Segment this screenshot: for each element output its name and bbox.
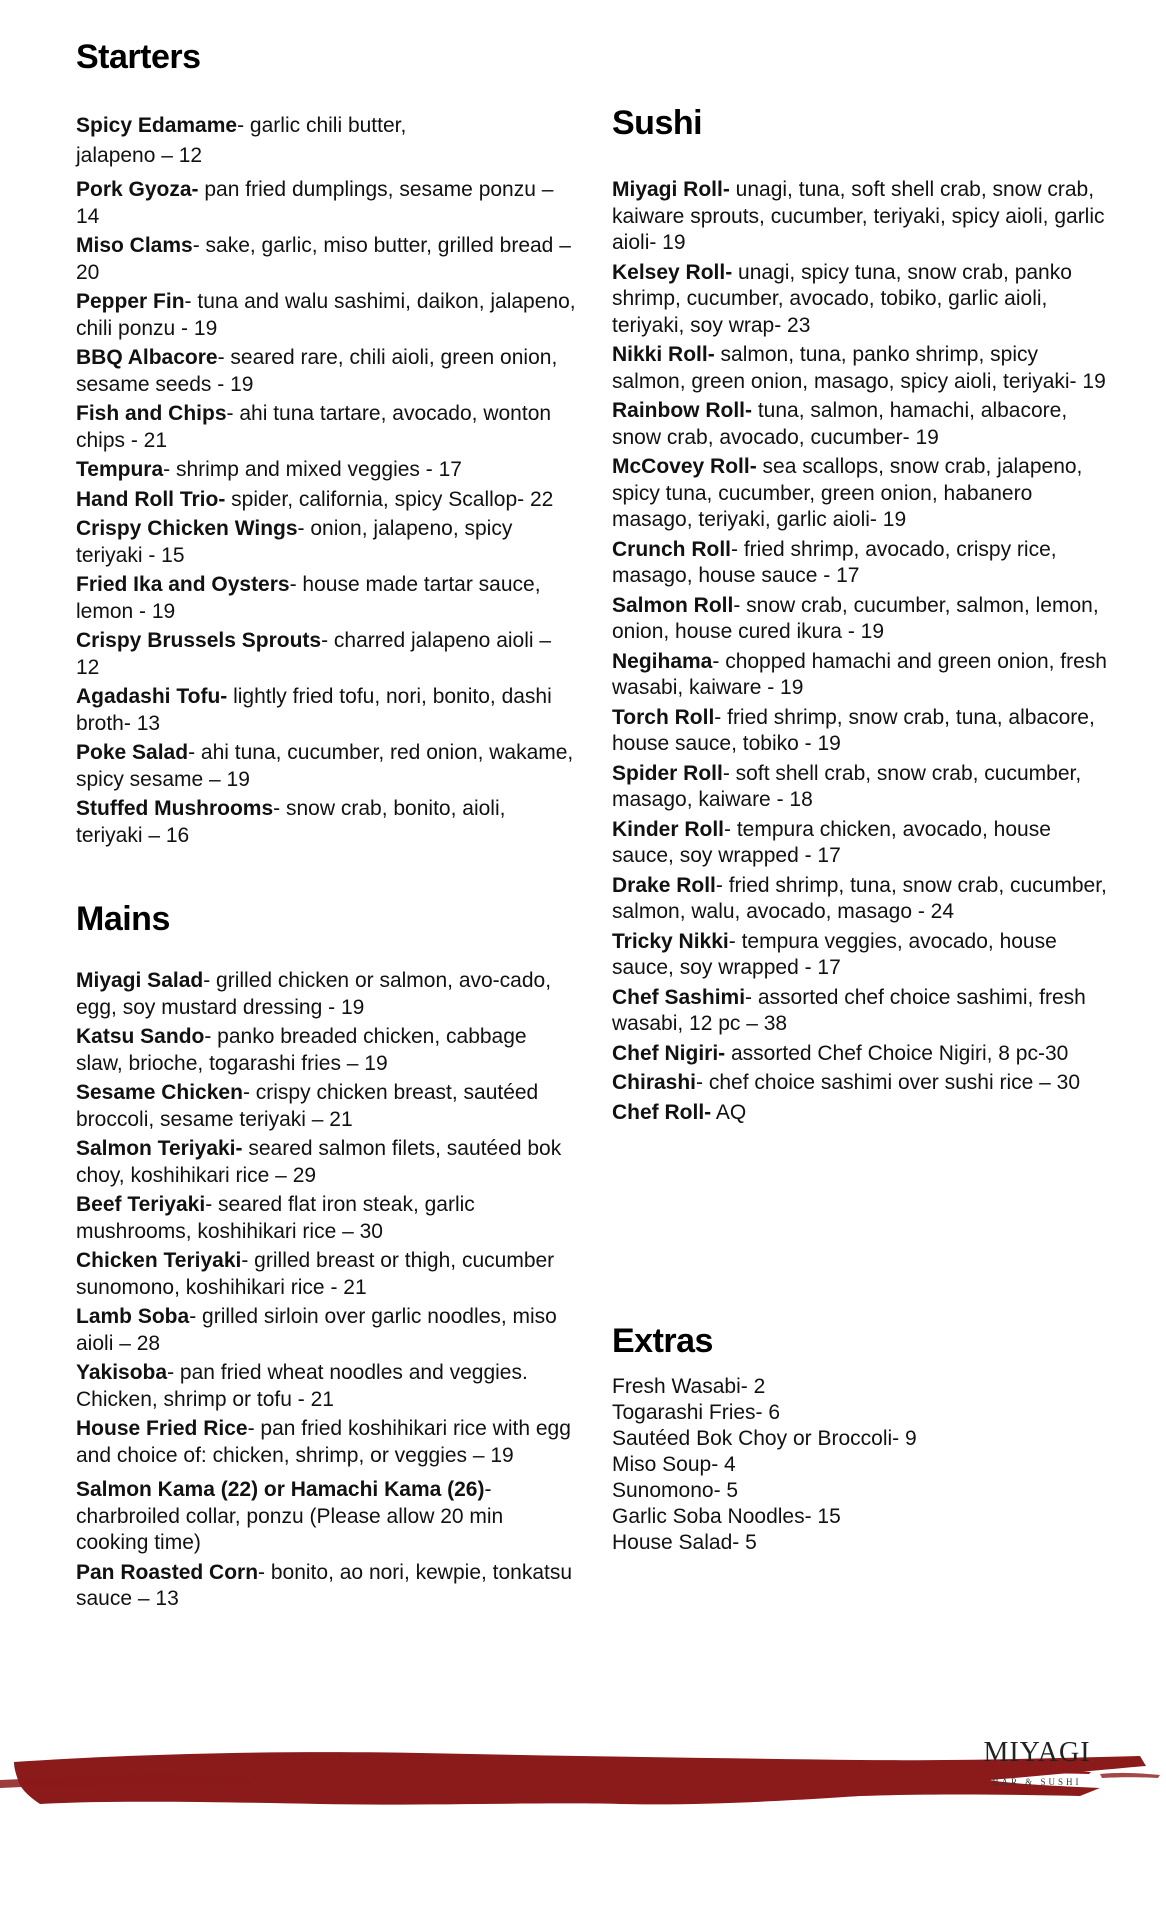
menu-item xyxy=(76,345,576,398)
item-desc: lightly fried tofu, nori, bonito, dashi broth- 13 xyxy=(76,685,552,735)
menu-item xyxy=(76,1560,576,1613)
extras-item: Sunomono- 5 xyxy=(612,1479,739,1502)
menu-item xyxy=(76,1477,576,1557)
menu-item xyxy=(612,260,1112,340)
item-desc: - tempura chicken, avocado, house sauce, soy wrapped - 17 xyxy=(612,817,1051,867)
item-name: Pork Gyoza- xyxy=(76,178,199,201)
logo-underline-icon xyxy=(981,1769,1093,1775)
item-name: Yakisoba xyxy=(76,1361,168,1384)
item-name: Tempura xyxy=(76,458,164,481)
item-desc: - seared flat iron steak, garlic mushrooms, koshihikari rice – 30 xyxy=(76,1193,475,1243)
item-desc: AQ xyxy=(711,1100,747,1124)
menu-item xyxy=(612,342,1112,395)
menu-item xyxy=(76,1024,576,1077)
item-desc: - grilled chicken or salmon, avo-cado, egg, soy mustard dressing - 19 xyxy=(76,969,552,1019)
menu-item xyxy=(76,1136,576,1189)
extras-item: Garlic Soba Noodles- 15 xyxy=(612,1505,841,1528)
item-name: Pan Roasted Corn xyxy=(76,1560,259,1584)
item-name: Stuffed Mushrooms xyxy=(76,797,274,820)
mains-list xyxy=(76,968,576,1616)
menu-item xyxy=(76,740,576,793)
menu-item xyxy=(612,454,1112,534)
item-name: Chef Nigiri- xyxy=(612,1041,726,1065)
item-desc: - bonito, ao nori, kewpie, tonkatsu sauce – 13 xyxy=(76,1560,573,1610)
item-desc: - onion, jalapeno, spicy teriyaki - 15 xyxy=(76,517,513,567)
item-name: McCovey Roll- xyxy=(612,455,757,478)
menu-item xyxy=(612,398,1112,451)
item-name: Crispy Brussels Sprouts xyxy=(76,629,322,652)
item-desc: unagi, tuna, soft shell crab, snow crab, kaiware sprouts, cucumber, teriyaki, spicy aioli, garlic aioli- 19 xyxy=(612,178,1105,254)
menu-item xyxy=(612,929,1112,982)
item-desc: - fried shrimp, snow crab, tuna, albacore, house sauce, tobiko - 19 xyxy=(612,705,1095,755)
item-name: Drake Roll xyxy=(612,873,716,897)
menu-item xyxy=(76,1080,576,1133)
extras-item: Togarashi Fries- 6 xyxy=(612,1401,781,1424)
item-name: Salmon Teriyaki- xyxy=(76,1137,243,1160)
menu-item xyxy=(76,487,576,514)
item-desc: spider, california, spicy Scallop- 22 xyxy=(225,487,554,511)
item-desc: - garlic chili butter, xyxy=(237,114,407,137)
item-name: Pepper Fin xyxy=(76,290,185,313)
item-desc: - grilled breast or thigh, cucumber sunomono, koshihikari rice - 21 xyxy=(76,1249,555,1299)
item-desc: - crispy chicken breast, sautéed broccoli, sesame teriyaki – 21 xyxy=(76,1081,539,1131)
extras-item: Sautéed Bok Choy or Broccoli- 9 xyxy=(612,1427,917,1450)
menu-item xyxy=(76,401,576,454)
menu-item xyxy=(612,537,1112,590)
item-desc: pan fried dumplings, sesame ponzu – 14 xyxy=(76,178,554,228)
item-desc: jalapeno – 12 xyxy=(76,143,203,167)
menu-item xyxy=(76,684,576,737)
item-name: Spicy Edamame xyxy=(76,114,238,137)
item-name: Chirashi xyxy=(612,1071,697,1094)
item-desc: - soft shell crab, snow crab, cucumber, masago, kaiware - 18 xyxy=(612,761,1082,811)
extras-item: Fresh Wasabi- 2 xyxy=(612,1375,766,1398)
item-desc: - sake, garlic, miso butter, grilled bread – 20 xyxy=(76,234,571,284)
item-desc: - fried shrimp, avocado, crispy rice, masago, house sauce - 17 xyxy=(612,537,1057,587)
item-desc: - tempura veggies, avocado, house sauce, soy wrapped - 17 xyxy=(612,929,1057,979)
menu-item xyxy=(76,177,576,230)
menu-item xyxy=(612,705,1112,758)
item-desc: seared salmon filets, sautéed bok choy, koshihikari rice – 29 xyxy=(76,1137,562,1187)
item-name: Salmon Roll xyxy=(612,593,734,617)
item-name: Miyagi Salad xyxy=(76,969,204,992)
menu-item xyxy=(76,968,576,1021)
extras-item: Miso Soup- 4 xyxy=(612,1453,736,1476)
menu-item xyxy=(612,985,1112,1038)
item-name: Beef Teriyaki xyxy=(76,1193,206,1216)
menu-item xyxy=(76,457,576,484)
menu-item xyxy=(612,1100,1112,1127)
item-name: Sesame Chicken xyxy=(76,1081,243,1104)
item-name: Crunch Roll xyxy=(612,537,731,561)
extras-item: House Salad- 5 xyxy=(612,1531,757,1554)
menu-item xyxy=(76,1192,576,1245)
item-desc: - assorted chef choice sashimi, fresh wasabi, 12 pc – 38 xyxy=(612,985,1086,1035)
menu-item xyxy=(76,289,576,342)
menu-item xyxy=(612,817,1112,870)
item-name: Chef Roll- xyxy=(612,1100,712,1124)
menu-item xyxy=(76,233,576,286)
item-name: Miso Clams xyxy=(76,234,193,257)
item-desc: - panko breaded chicken, cabbage slaw, brioche, togarashi fries – 19 xyxy=(76,1025,527,1075)
logo-tagline: BAR & SUSHI xyxy=(992,1777,1082,1787)
item-name: Torch Roll xyxy=(612,705,715,729)
menu-item xyxy=(76,628,576,681)
menu-item xyxy=(76,1248,576,1301)
item-name: Kelsey Roll- xyxy=(612,260,733,284)
item-name: Negihama xyxy=(612,649,713,673)
item-desc: sea scallops, snow crab, jalapeno, spicy tuna, cucumber, green onion, habanero masago, teriyaki, garlic aioli- 19 xyxy=(612,455,1083,531)
menu-item xyxy=(76,143,576,170)
item-desc: - ahi tuna tartare, avocado, wonton chips - 21 xyxy=(76,402,552,452)
starters-list xyxy=(76,113,576,852)
item-desc: assorted Chef Choice Nigiri, 8 pc-30 xyxy=(725,1041,1069,1065)
menu-item xyxy=(76,1416,576,1469)
menu-item xyxy=(612,1070,1112,1097)
brush-speck xyxy=(1100,1773,1160,1778)
menu-item xyxy=(76,516,576,569)
extras-heading: Extras xyxy=(612,1322,713,1360)
sushi-list xyxy=(612,177,1112,1129)
mains-heading: Mains xyxy=(76,900,170,938)
menu-item xyxy=(612,1041,1112,1068)
item-name: Salmon Kama (22) or Hamachi Kama (26) xyxy=(76,1478,485,1501)
item-name: Chicken Teriyaki xyxy=(76,1249,242,1272)
item-desc: - pan fried wheat noodles and veggies. Chicken, shrimp or tofu - 21 xyxy=(76,1361,528,1411)
item-name: Hand Roll Trio- xyxy=(76,487,226,511)
item-name: Lamb Soba xyxy=(76,1305,190,1328)
item-desc: - shrimp and mixed veggies - 17 xyxy=(163,458,462,481)
item-desc: - charred jalapeno aioli – 12 xyxy=(76,629,552,679)
item-desc: - snow crab, bonito, aioli, teriyaki – 16 xyxy=(76,797,506,847)
menu-item xyxy=(612,177,1112,257)
item-desc: unagi, spicy tuna, snow crab, panko shrimp, cucumber, avocado, tobiko, garlic aioli, teriyaki, soy wrap- 23 xyxy=(612,260,1072,337)
menu-item xyxy=(76,1304,576,1357)
item-name: Rainbow Roll- xyxy=(612,399,752,422)
item-name: Katsu Sando xyxy=(76,1025,205,1048)
item-desc: - pan fried koshihikari rice with egg and choice of: chicken, shrimp, or veggies – 19 xyxy=(76,1417,571,1467)
logo-name: MIYAGI xyxy=(983,1737,1091,1768)
extras-list xyxy=(612,1374,1112,1556)
item-desc: - chopped hamachi and green onion, fresh wasabi, kaiware - 19 xyxy=(612,649,1107,699)
item-desc: - charbroiled collar, ponzu (Please allow 20 min cooking time) xyxy=(76,1478,504,1554)
menu-item xyxy=(76,572,576,625)
item-desc: tuna, salmon, hamachi, albacore, snow crab, avocado, cucumber- 19 xyxy=(612,399,1068,449)
menu-item xyxy=(76,796,576,849)
item-desc: - tuna and walu sashimi, daikon, jalapeno, chili ponzu - 19 xyxy=(76,290,576,340)
miyagi-logo xyxy=(978,1738,1096,1787)
item-name: Agadashi Tofu- xyxy=(76,685,228,708)
menu-item xyxy=(76,113,576,140)
menu-item xyxy=(76,1360,576,1413)
item-desc: - seared rare, chili aioli, green onion, sesame seeds - 19 xyxy=(76,346,558,396)
item-name: Poke Salad xyxy=(76,741,189,764)
item-name: Miyagi Roll- xyxy=(612,178,730,201)
menu-item xyxy=(612,649,1112,702)
item-desc: - fried shrimp, tuna, snow crab, cucumber, salmon, walu, avocado, masago - 24 xyxy=(612,873,1107,923)
item-name: Tricky Nikki xyxy=(612,929,729,953)
item-name: House Fried Rice xyxy=(76,1417,248,1440)
menu-item xyxy=(612,761,1112,814)
item-desc: - ahi tuna, cucumber, red onion, wakame, spicy sesame – 19 xyxy=(76,741,574,791)
item-name: Crispy Chicken Wings xyxy=(76,517,298,540)
item-name: BBQ Albacore xyxy=(76,346,218,369)
sushi-heading: Sushi xyxy=(612,104,703,142)
item-desc: - snow crab, cucumber, salmon, lemon, onion, house cured ikura - 19 xyxy=(612,593,1099,643)
item-name: Nikki Roll- xyxy=(612,343,715,366)
item-desc: salmon, tuna, panko shrimp, spicy salmon, green onion, masago, spicy aioli, teriyaki- 19 xyxy=(612,343,1106,393)
starters-heading: Starters xyxy=(76,38,201,76)
item-name: Fried Ika and Oysters xyxy=(76,573,290,596)
item-name: Kinder Roll xyxy=(612,817,725,841)
menu-item xyxy=(612,873,1112,926)
menu-item xyxy=(612,593,1112,646)
item-name: Chef Sashimi xyxy=(612,985,746,1009)
item-desc: - chef choice sashimi over sushi rice – 30 xyxy=(696,1071,1081,1094)
item-desc: - grilled sirloin over garlic noodles, miso aioli – 28 xyxy=(76,1305,557,1355)
item-name: Fish and Chips xyxy=(76,402,227,425)
item-name: Spider Roll xyxy=(612,761,723,785)
item-desc: - house made tartar sauce, lemon - 19 xyxy=(76,573,541,623)
